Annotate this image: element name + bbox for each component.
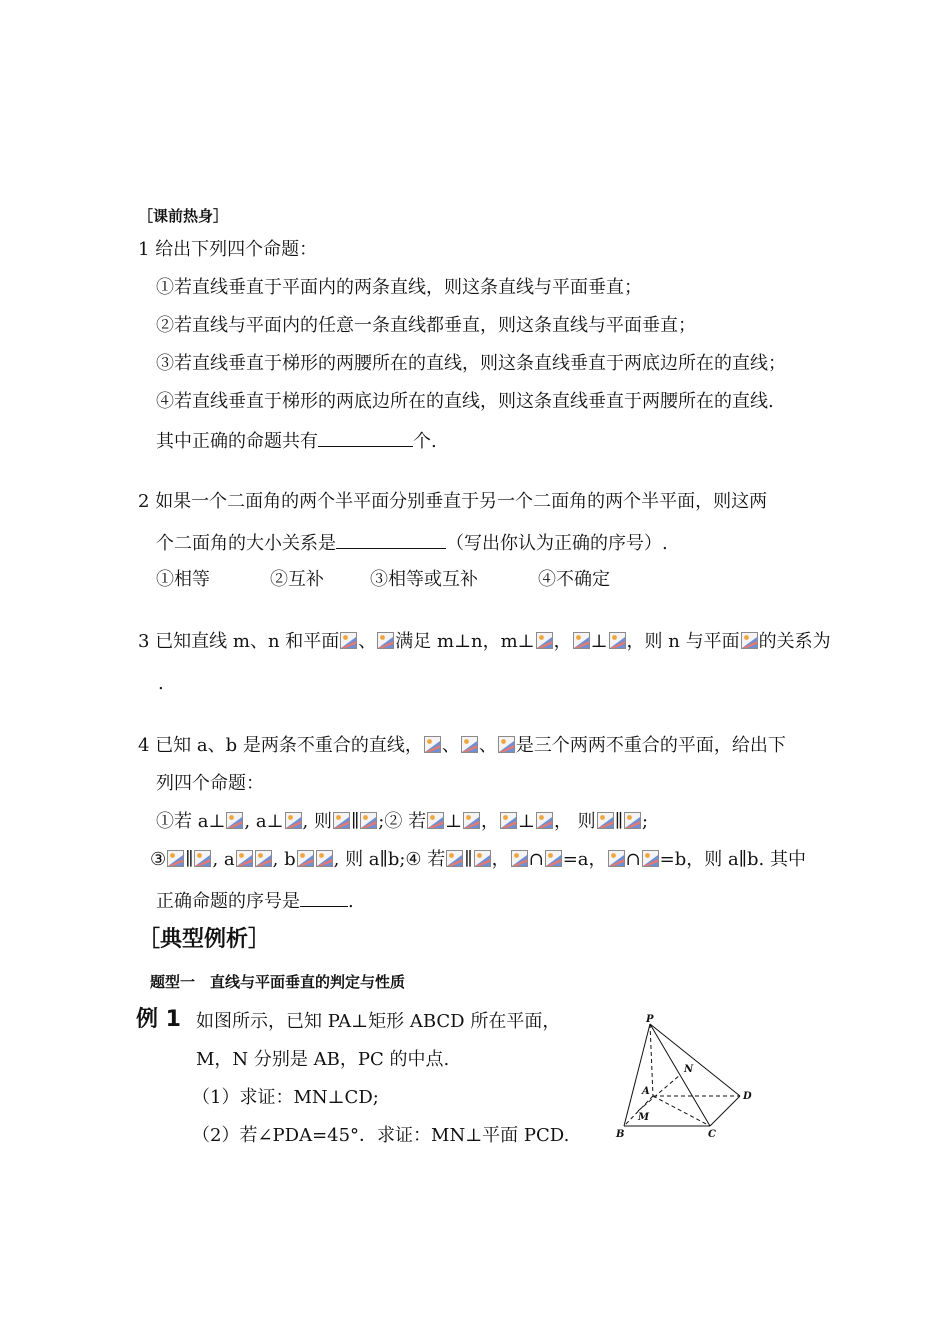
q4-text: , a <box>212 849 235 870</box>
q4-line-5 <box>156 888 354 914</box>
q2-option-4: ④不确定 <box>538 569 610 590</box>
example-line-4: （2）若∠PDA=45°．求证：MN⊥平面 PCD. <box>192 1125 570 1146</box>
plane-image-icon <box>624 812 641 829</box>
q4-text: ∩ <box>528 849 544 870</box>
plane-image-icon <box>377 632 394 649</box>
q4-text: , b <box>272 849 296 870</box>
q4-text: ， <box>481 811 500 832</box>
label-p: P <box>646 1014 654 1025</box>
q2-stem-cont: 个二面角的大小关系是 <box>156 533 336 554</box>
plane-image-icon <box>474 850 491 867</box>
plane-image-icon <box>609 632 626 649</box>
q4-text: ∥ <box>350 811 360 832</box>
example-line-3: （1）求证：MN⊥CD; <box>192 1087 379 1108</box>
q4-text: =b，则 a∥b. 其中 <box>659 849 806 870</box>
plane-image-icon <box>167 850 184 867</box>
plane-image-icon <box>424 736 441 753</box>
pyramid-figure <box>608 1012 768 1147</box>
plane-image-icon <box>461 736 478 753</box>
q4-text: ， <box>491 849 510 870</box>
example-line-1: 如图所示，已知 PA⊥矩形 ABCD 所在平面， <box>196 1011 561 1032</box>
plane-image-icon <box>642 850 659 867</box>
plane-image-icon <box>500 812 517 829</box>
label-b: B <box>616 1129 625 1140</box>
q4-line-1 <box>138 734 786 758</box>
q1-item-2: ②若直线与平面内的任意一条直线都垂直，则这条直线与平面垂直； <box>156 315 696 336</box>
q4-text: ;② 若 <box>378 811 427 832</box>
q2-option-1: ①相等 <box>156 569 210 590</box>
edge-pd <box>650 1024 740 1096</box>
q4-number: 4 <box>138 735 150 756</box>
q2-answer-blank[interactable] <box>336 530 446 549</box>
q3-line-1 <box>138 630 831 654</box>
plane-image-icon <box>498 736 515 753</box>
topic-title: 题型一 直线与平面垂直的判定与性质 <box>150 973 406 991</box>
label-a: A <box>642 1086 650 1097</box>
plane-image-icon <box>360 812 377 829</box>
q2-option-2: ②互补 <box>270 569 324 590</box>
example-label: 例 1 <box>136 1007 181 1032</box>
section-title-examples: ［典型例析］ <box>138 927 271 952</box>
plane-image-icon <box>597 812 614 829</box>
plane-image-icon <box>536 632 553 649</box>
q4-text: 已知 a、b 是两条不重合的直线， <box>155 735 423 756</box>
q2-stem-suffix: （写出你认为正确的序号）. <box>446 533 668 554</box>
q1-answer-blank[interactable] <box>318 428 413 447</box>
q4-text: 是三个两两不重合的平面，给出下 <box>515 735 786 756</box>
q4-text: . <box>348 891 354 912</box>
edge-pb <box>624 1024 650 1126</box>
plane-image-icon <box>316 850 333 867</box>
edge-cd <box>710 1096 740 1126</box>
plane-image-icon <box>255 850 272 867</box>
q4-text: ③ <box>150 849 167 870</box>
q1-number: 1 <box>138 239 150 260</box>
plane-image-icon <box>536 812 553 829</box>
q1-conclusion-suffix: 个. <box>413 431 437 452</box>
q2-option-3: ③相等或互补 <box>370 569 478 590</box>
q1-item-4: ④若直线垂直于梯形的两底边所在的直线，则这条直线垂直于两腰所在的直线. <box>156 391 774 412</box>
q1-conclusion <box>156 428 437 454</box>
q1-item-3: ③若直线垂直于梯形的两腰所在的直线，则这条直线垂直于两底边所在的直线； <box>156 353 786 374</box>
plane-image-icon <box>297 850 314 867</box>
label-n: N <box>684 1064 694 1075</box>
q4-line-3 <box>156 810 648 834</box>
q3-line-2: . <box>158 673 164 694</box>
section-title-warmup: ［课前热身］ <box>138 207 229 225</box>
plane-image-icon <box>285 812 302 829</box>
q4-text: , 则 a∥b;④ 若 <box>333 849 446 870</box>
q2-stem: 如果一个二面角的两个半平面分别垂直于另一个二面角的两个半平面，则这两 <box>155 491 768 512</box>
edge-pa <box>650 1024 653 1096</box>
plane-image-icon <box>194 850 211 867</box>
plane-image-icon <box>741 632 758 649</box>
q4-text: ①若 a⊥ <box>156 811 226 832</box>
q3-text: 满足 m⊥n，m⊥ <box>395 631 535 652</box>
plane-image-icon <box>463 812 480 829</box>
plane-image-icon <box>226 812 243 829</box>
q3-text: ⊥ <box>590 631 608 652</box>
q3-text: 的关系为 <box>758 631 831 652</box>
label-c: C <box>708 1129 716 1140</box>
label-d: D <box>743 1091 752 1102</box>
q4-text: ∥ <box>614 811 624 832</box>
q4-answer-blank[interactable] <box>300 888 348 907</box>
example-line-2: M，N 分别是 AB，PC 的中点. <box>196 1049 450 1070</box>
q4-line-2: 列四个命题： <box>156 773 264 794</box>
q4-text: 正确命题的序号是 <box>156 891 300 912</box>
q4-text: 、 <box>441 735 460 756</box>
q4-text: , 则 <box>302 811 332 832</box>
q4-text: ， 则 <box>553 811 596 832</box>
plane-image-icon <box>545 850 562 867</box>
q2-line-1 <box>138 490 767 514</box>
q4-text: ⊥ <box>445 811 463 832</box>
q2-number: 2 <box>138 491 150 512</box>
q3-text: ，则 n 与平面 <box>626 631 740 652</box>
q3-text: 已知直线 m、n 和平面 <box>155 631 340 652</box>
q4-text: 、 <box>478 735 497 756</box>
q1-conclusion-text: 其中正确的命题共有 <box>156 431 318 452</box>
plane-image-icon <box>236 850 253 867</box>
q3-text: 、 <box>358 631 377 652</box>
q3-number: 3 <box>138 631 150 652</box>
q1-item-1: ①若直线垂直于平面内的两条直线，则这条直线与平面垂直； <box>156 277 642 298</box>
q2-line-2 <box>156 530 668 556</box>
q4-text: ; <box>642 811 649 832</box>
q3-text: ， <box>553 631 572 652</box>
plane-image-icon <box>511 850 528 867</box>
q4-text: ∥ <box>464 849 473 870</box>
q4-text: , a⊥ <box>244 811 284 832</box>
plane-image-icon <box>608 850 625 867</box>
q4-text: ⊥ <box>518 811 535 832</box>
q1-stem-line <box>138 238 317 262</box>
q1-stem: 给出下列四个命题： <box>155 239 318 260</box>
q4-text: ∥ <box>185 849 194 870</box>
plane-image-icon <box>427 812 444 829</box>
plane-image-icon <box>333 812 350 829</box>
plane-image-icon <box>340 632 357 649</box>
q4-line-4 <box>150 848 806 872</box>
q4-text: ∩ <box>625 849 641 870</box>
q4-text: =a， <box>562 849 607 870</box>
plane-image-icon <box>573 632 590 649</box>
plane-image-icon <box>446 850 463 867</box>
label-m: M <box>638 1112 650 1123</box>
